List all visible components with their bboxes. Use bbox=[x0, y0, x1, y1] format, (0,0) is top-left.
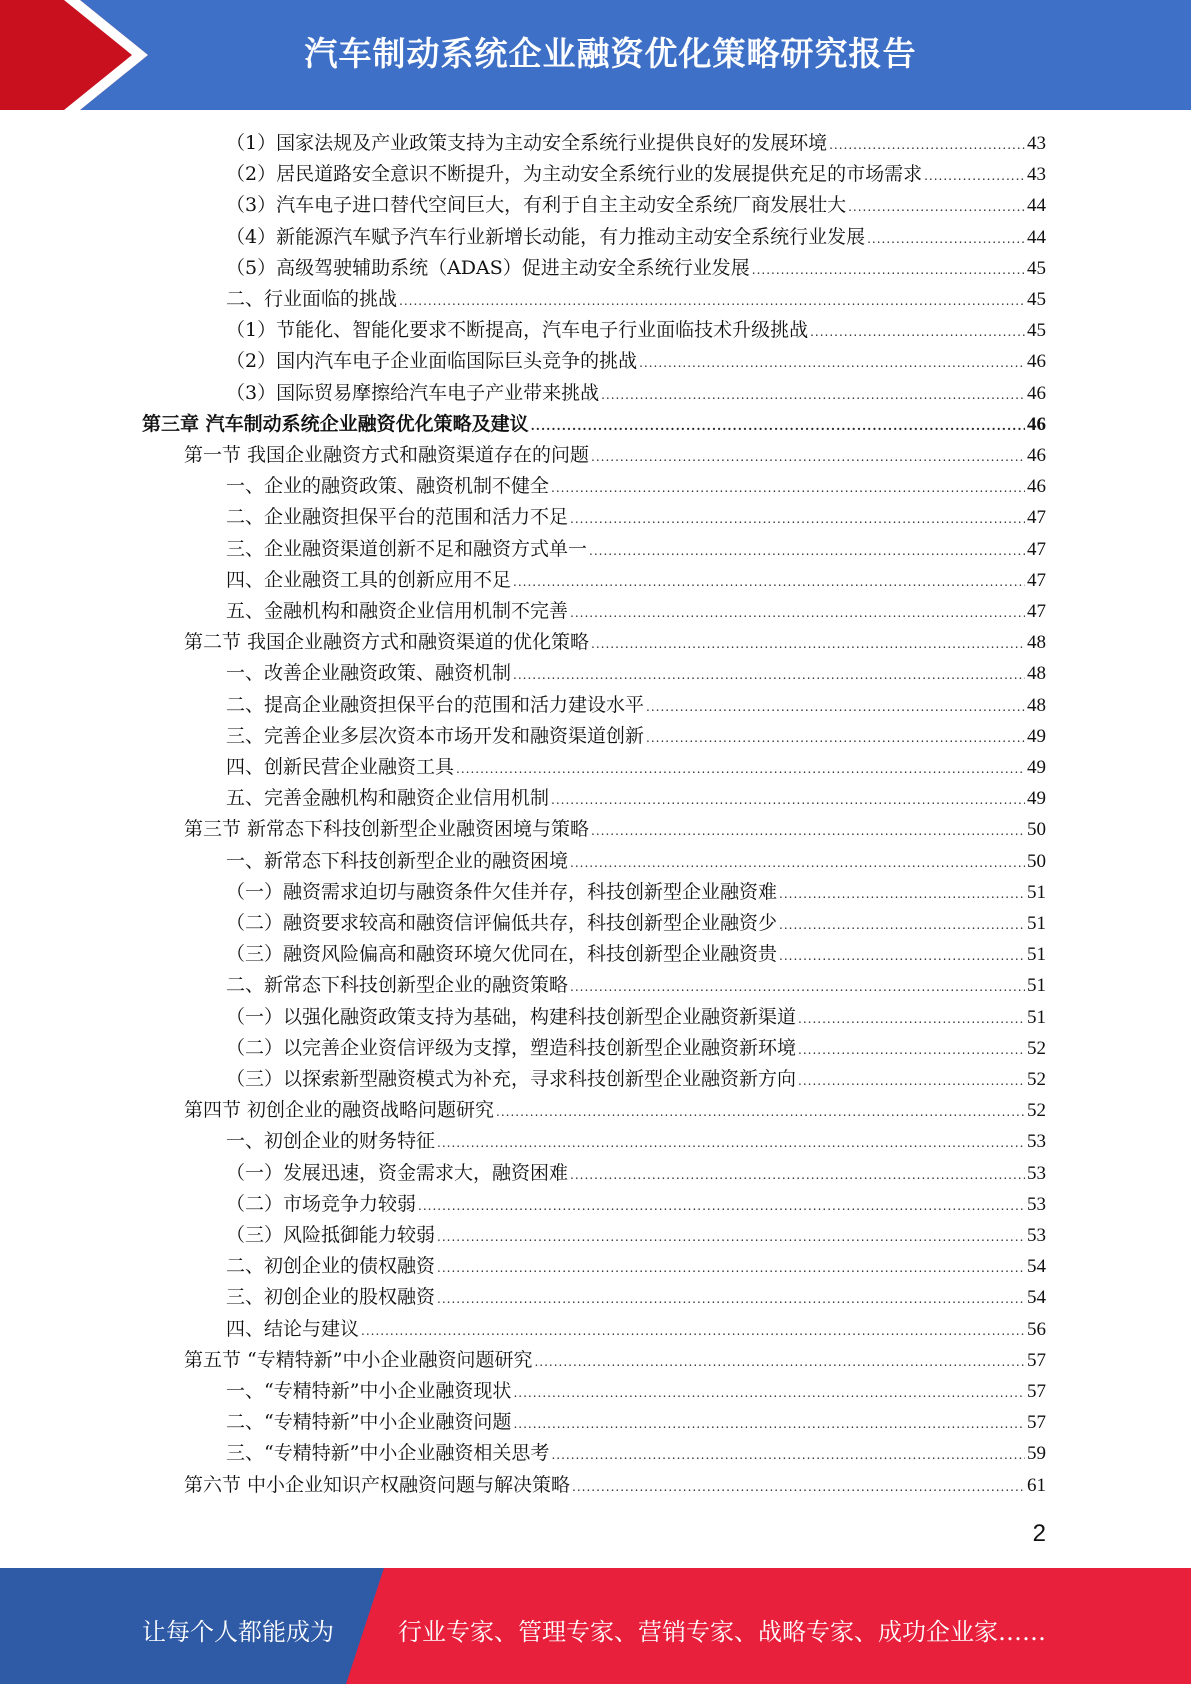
toc-entry-label: （三）以探索新型融资模式为补充，寻求科技创新型企业融资新方向 bbox=[226, 1068, 797, 1090]
toc-entry-row[interactable] bbox=[184, 1345, 1046, 1375]
toc-page-number: 51 bbox=[1027, 944, 1046, 965]
toc-dot-leader bbox=[779, 910, 1025, 940]
toc-page-number: 46 bbox=[1027, 445, 1046, 466]
toc-page-number: 53 bbox=[1027, 1163, 1046, 1184]
toc-page-number: 52 bbox=[1027, 1069, 1046, 1090]
toc-entry-label: 三、“专精特新”中小企业融资相关思考 bbox=[226, 1442, 550, 1464]
toc-entry-row[interactable] bbox=[226, 502, 1046, 532]
toc-dot-leader bbox=[513, 1409, 1025, 1439]
toc-dot-leader bbox=[496, 1097, 1025, 1127]
toc-entry-row[interactable] bbox=[226, 939, 1046, 969]
toc-entry-label: 四、创新民营企业融资工具 bbox=[226, 756, 455, 778]
toc-dot-leader bbox=[639, 348, 1025, 378]
toc-entry-label: （三）融资风险偏高和融资环境欠优同在，科技创新型企业融资贵 bbox=[226, 943, 778, 965]
toc-page-number: 48 bbox=[1027, 695, 1046, 716]
toc-entry-label: 二、新常态下科技创新型企业的融资策略 bbox=[226, 974, 569, 996]
toc-dot-leader bbox=[437, 1253, 1025, 1283]
toc-dot-leader bbox=[437, 1284, 1025, 1314]
toc-entry-row[interactable] bbox=[226, 1376, 1046, 1406]
toc-page-number: 53 bbox=[1027, 1225, 1046, 1246]
toc-entry-row[interactable] bbox=[226, 222, 1046, 252]
toc-entry-row[interactable] bbox=[226, 565, 1046, 595]
toc-dot-leader bbox=[513, 1378, 1025, 1408]
toc-entry-label: 第六节 中小企业知识产权融资问题与解决策略 bbox=[184, 1474, 571, 1496]
toc-dot-leader bbox=[601, 380, 1025, 410]
toc-page-number: 43 bbox=[1027, 164, 1046, 185]
toc-dot-leader bbox=[752, 255, 1025, 285]
toc-entry-label: （1）节能化、智能化要求不断提高，汽车电子行业面临技术升级挑战 bbox=[226, 319, 809, 341]
toc-page-number: 45 bbox=[1027, 258, 1046, 279]
toc-entry-label: 二、“专精特新”中小企业融资问题 bbox=[226, 1411, 512, 1433]
toc-dot-leader bbox=[591, 816, 1025, 846]
toc-page-number: 57 bbox=[1027, 1412, 1046, 1433]
toc-page-number: 45 bbox=[1027, 289, 1046, 310]
toc-entry-label: 三、企业融资渠道创新不足和融资方式单一 bbox=[226, 538, 588, 560]
toc-entry-label: （二）市场竞争力较弱 bbox=[226, 1193, 417, 1215]
toc-entry-row[interactable] bbox=[226, 534, 1046, 564]
toc-entry-row[interactable] bbox=[226, 1158, 1046, 1188]
toc-page-number: 51 bbox=[1027, 975, 1046, 996]
toc-entry-label: 第三章 汽车制动系统企业融资优化策略及建议 bbox=[142, 413, 529, 435]
toc-dot-leader bbox=[798, 1004, 1025, 1034]
toc-entry-label: （5）高级驾驶辅助系统（ADAS）促进主动安全系统行业发展 bbox=[226, 257, 750, 279]
toc-entry-row[interactable] bbox=[226, 752, 1046, 782]
toc-entry-row[interactable] bbox=[226, 346, 1046, 376]
toc-entry-row[interactable] bbox=[226, 690, 1046, 720]
toc-dot-leader bbox=[591, 442, 1025, 472]
toc-dot-leader bbox=[551, 1440, 1025, 1470]
toc-entry-label: 第三节 新常态下科技创新型企业融资困境与策略 bbox=[184, 818, 590, 840]
page-header bbox=[0, 0, 1191, 110]
report-title: 汽车制动系统企业融资优化策略研究报告 bbox=[304, 34, 917, 73]
footer-slogan-right: 行业专家、管理专家、营销专家、战略专家、成功企业家…… bbox=[398, 1618, 1046, 1646]
toc-entry-label: 四、结论与建议 bbox=[226, 1318, 360, 1340]
toc-entry-label: 二、企业融资担保平台的范围和活力不足 bbox=[226, 506, 569, 528]
toc-entry-row[interactable] bbox=[184, 627, 1046, 657]
toc-entry-label: 二、行业面临的挑战 bbox=[226, 288, 398, 310]
toc-entry-row[interactable] bbox=[226, 1314, 1046, 1344]
toc-page-number: 44 bbox=[1027, 195, 1046, 216]
toc-dot-leader bbox=[531, 411, 1025, 441]
toc-entry-label: （2）居民道路安全意识不断提升，为主动安全系统行业的发展提供充足的市场需求 bbox=[226, 163, 923, 185]
toc-entry-label: 五、金融机构和融资企业信用机制不完善 bbox=[226, 600, 569, 622]
toc-entry-label: （一）以强化融资政策支持为基础，构建科技创新型企业融资新渠道 bbox=[226, 1006, 797, 1028]
toc-page-number: 51 bbox=[1027, 882, 1046, 903]
toc-page-number: 51 bbox=[1027, 913, 1046, 934]
toc-page-number: 46 bbox=[1027, 351, 1046, 372]
toc-entry-row[interactable] bbox=[226, 315, 1046, 345]
toc-page-number: 47 bbox=[1027, 539, 1046, 560]
toc-entry-label: 二、提高企业融资担保平台的范围和活力建设水平 bbox=[226, 694, 645, 716]
toc-entry-row[interactable] bbox=[184, 1095, 1046, 1125]
toc-dot-leader bbox=[437, 1222, 1025, 1252]
toc-entry-label: 一、改善企业融资政策、融资机制 bbox=[226, 662, 512, 684]
toc-entry-label: （3）汽车电子进口替代空间巨大，有利于自主主动安全系统厂商发展壮大 bbox=[226, 194, 847, 216]
toc-entry-row[interactable] bbox=[226, 378, 1046, 408]
toc-page-number: 61 bbox=[1027, 1475, 1046, 1496]
toc-entry-label: 五、完善金融机构和融资企业信用机制 bbox=[226, 787, 550, 809]
toc-entry-label: 三、完善企业多层次资本市场开发和融资渠道创新 bbox=[226, 725, 645, 747]
toc-dot-leader bbox=[570, 598, 1025, 628]
toc-entry-row[interactable] bbox=[226, 1033, 1046, 1063]
toc-page-number: 44 bbox=[1027, 227, 1046, 248]
toc-dot-leader bbox=[551, 473, 1025, 503]
toc-dot-leader bbox=[867, 224, 1025, 254]
toc-dot-leader bbox=[551, 785, 1025, 815]
toc-entry-label: （二）融资要求较高和融资信评偏低共存，科技创新型企业融资少 bbox=[226, 912, 778, 934]
toc-page-number: 54 bbox=[1027, 1256, 1046, 1277]
toc-dot-leader bbox=[418, 1191, 1025, 1221]
toc-dot-leader bbox=[513, 660, 1025, 690]
page-footer bbox=[0, 1568, 1191, 1684]
toc-page-number: 52 bbox=[1027, 1100, 1046, 1121]
toc-page-number: 56 bbox=[1027, 1319, 1046, 1340]
toc-entry-row[interactable] bbox=[226, 658, 1046, 688]
toc-entry-label: 一、企业的融资政策、融资机制不健全 bbox=[226, 475, 550, 497]
toc-page-number: 47 bbox=[1027, 601, 1046, 622]
toc-entry-label: （二）以完善企业资信评级为支撑，塑造科技创新型企业融资新环境 bbox=[226, 1037, 797, 1059]
toc-entry-row[interactable] bbox=[226, 1064, 1046, 1094]
toc-page-number: 46 bbox=[1027, 383, 1046, 404]
toc-dot-leader bbox=[829, 130, 1025, 160]
toc-entry-row[interactable] bbox=[226, 783, 1046, 813]
toc-entry-row[interactable] bbox=[226, 1251, 1046, 1281]
toc-entry-label: （4）新能源汽车赋予汽车行业新增长动能，有力推动主动安全系统行业发展 bbox=[226, 226, 866, 248]
toc-entry-row[interactable] bbox=[226, 877, 1046, 907]
toc-dot-leader bbox=[848, 192, 1025, 222]
toc-entry-row[interactable] bbox=[226, 596, 1046, 626]
toc-dot-leader bbox=[589, 536, 1025, 566]
toc-page-number: 49 bbox=[1027, 788, 1046, 809]
toc-page-number: 43 bbox=[1027, 133, 1046, 154]
toc-entry-row[interactable] bbox=[226, 1126, 1046, 1156]
toc-entry-label: 一、“专精特新”中小企业融资现状 bbox=[226, 1380, 512, 1402]
toc-page-number: 47 bbox=[1027, 507, 1046, 528]
toc-page-number: 46 bbox=[1027, 414, 1046, 435]
toc-page-number: 49 bbox=[1027, 757, 1046, 778]
toc-entry-row[interactable] bbox=[226, 1002, 1046, 1032]
toc-dot-leader bbox=[361, 1316, 1025, 1346]
toc-entry-label: （三）风险抵御能力较弱 bbox=[226, 1224, 436, 1246]
toc-dot-leader bbox=[513, 567, 1025, 597]
toc-entry-label: 三、初创企业的股权融资 bbox=[226, 1286, 436, 1308]
toc-page-number: 52 bbox=[1027, 1038, 1046, 1059]
toc-entry-row[interactable] bbox=[184, 1470, 1046, 1500]
toc-dot-leader bbox=[591, 629, 1025, 659]
toc-page-number: 57 bbox=[1027, 1381, 1046, 1402]
toc-dot-leader bbox=[437, 1128, 1025, 1158]
toc-entry-row[interactable] bbox=[226, 471, 1046, 501]
toc-dot-leader bbox=[924, 161, 1025, 191]
toc-page-number: 48 bbox=[1027, 632, 1046, 653]
toc-dot-leader bbox=[399, 286, 1025, 316]
toc-entry-row[interactable] bbox=[226, 1220, 1046, 1250]
toc-dot-leader bbox=[456, 754, 1025, 784]
toc-page-number: 50 bbox=[1027, 851, 1046, 872]
toc-page-number: 46 bbox=[1027, 476, 1046, 497]
toc-entry-label: 第五节 “专精特新”中小企业融资问题研究 bbox=[184, 1349, 533, 1371]
toc-entry-row[interactable] bbox=[184, 814, 1046, 844]
toc-entry-label: （3）国际贸易摩擦给汽车电子产业带来挑战 bbox=[226, 382, 600, 404]
toc-page-number: 50 bbox=[1027, 819, 1046, 840]
toc-dot-leader bbox=[798, 1035, 1025, 1065]
toc-entry-row[interactable] bbox=[226, 846, 1046, 876]
toc-chapter-row[interactable] bbox=[142, 409, 1046, 439]
toc-dot-leader bbox=[779, 879, 1025, 909]
toc-entry-row[interactable] bbox=[226, 1407, 1046, 1437]
toc-entry-label: 四、企业融资工具的创新应用不足 bbox=[226, 569, 512, 591]
toc-entry-row[interactable] bbox=[226, 908, 1046, 938]
toc-dot-leader bbox=[779, 941, 1025, 971]
toc-entry-label: 一、新常态下科技创新型企业的融资困境 bbox=[226, 850, 569, 872]
toc-dot-leader bbox=[570, 972, 1025, 1002]
toc-dot-leader bbox=[570, 1160, 1025, 1190]
toc-dot-leader bbox=[570, 848, 1025, 878]
toc-page-number: 45 bbox=[1027, 320, 1046, 341]
toc-entry-row[interactable] bbox=[226, 1189, 1046, 1219]
toc-entry-row[interactable] bbox=[226, 159, 1046, 189]
toc-entry-label: （1）国家法规及产业政策支持为主动安全系统行业提供良好的发展环境 bbox=[226, 132, 828, 154]
page-number: 2 bbox=[1032, 1520, 1046, 1547]
toc-entry-row[interactable] bbox=[226, 970, 1046, 1000]
toc-entry-row[interactable] bbox=[226, 284, 1046, 314]
toc-entry-label: 二、初创企业的债权融资 bbox=[226, 1255, 436, 1277]
toc-entry-label: （一）融资需求迫切与融资条件欠佳并存，科技创新型企业融资难 bbox=[226, 881, 778, 903]
toc-entry-label: 一、初创企业的财务特征 bbox=[226, 1130, 436, 1152]
toc-page-number: 51 bbox=[1027, 1007, 1046, 1028]
toc-dot-leader bbox=[798, 1066, 1025, 1096]
toc-dot-leader bbox=[570, 504, 1025, 534]
toc-page-number: 47 bbox=[1027, 570, 1046, 591]
toc-page-number: 49 bbox=[1027, 726, 1046, 747]
toc-page-number: 48 bbox=[1027, 663, 1046, 684]
toc-dot-leader bbox=[810, 317, 1025, 347]
toc-page-number: 57 bbox=[1027, 1350, 1046, 1371]
toc-entry-row[interactable] bbox=[226, 721, 1046, 751]
toc-dot-leader bbox=[572, 1472, 1025, 1502]
toc-dot-leader bbox=[646, 692, 1025, 722]
toc-entry-row[interactable] bbox=[226, 128, 1046, 158]
toc-entry-row[interactable] bbox=[226, 1282, 1046, 1312]
footer-slogan-left: 让每个人都能成为 bbox=[142, 1618, 334, 1646]
toc-entry-label: （2）国内汽车电子企业面临国际巨头竞争的挑战 bbox=[226, 350, 638, 372]
toc-page-number: 53 bbox=[1027, 1131, 1046, 1152]
toc-entry-label: 第二节 我国企业融资方式和融资渠道的优化策略 bbox=[184, 631, 590, 653]
toc-entry-label: 第一节 我国企业融资方式和融资渠道存在的问题 bbox=[184, 444, 590, 466]
toc-page-number: 53 bbox=[1027, 1194, 1046, 1215]
toc-dot-leader bbox=[534, 1347, 1025, 1377]
toc-entry-row[interactable] bbox=[226, 190, 1046, 220]
toc-entry-label: （一）发展迅速，资金需求大，融资困难 bbox=[226, 1162, 569, 1184]
toc-entry-row[interactable] bbox=[184, 440, 1046, 470]
toc-entry-row[interactable] bbox=[226, 1438, 1046, 1468]
toc-page-number: 54 bbox=[1027, 1287, 1046, 1308]
toc-entry-row[interactable] bbox=[226, 253, 1046, 283]
toc-page-number: 59 bbox=[1027, 1443, 1046, 1464]
toc-dot-leader bbox=[646, 723, 1025, 753]
toc-entry-label: 第四节 初创企业的融资战略问题研究 bbox=[184, 1099, 495, 1121]
